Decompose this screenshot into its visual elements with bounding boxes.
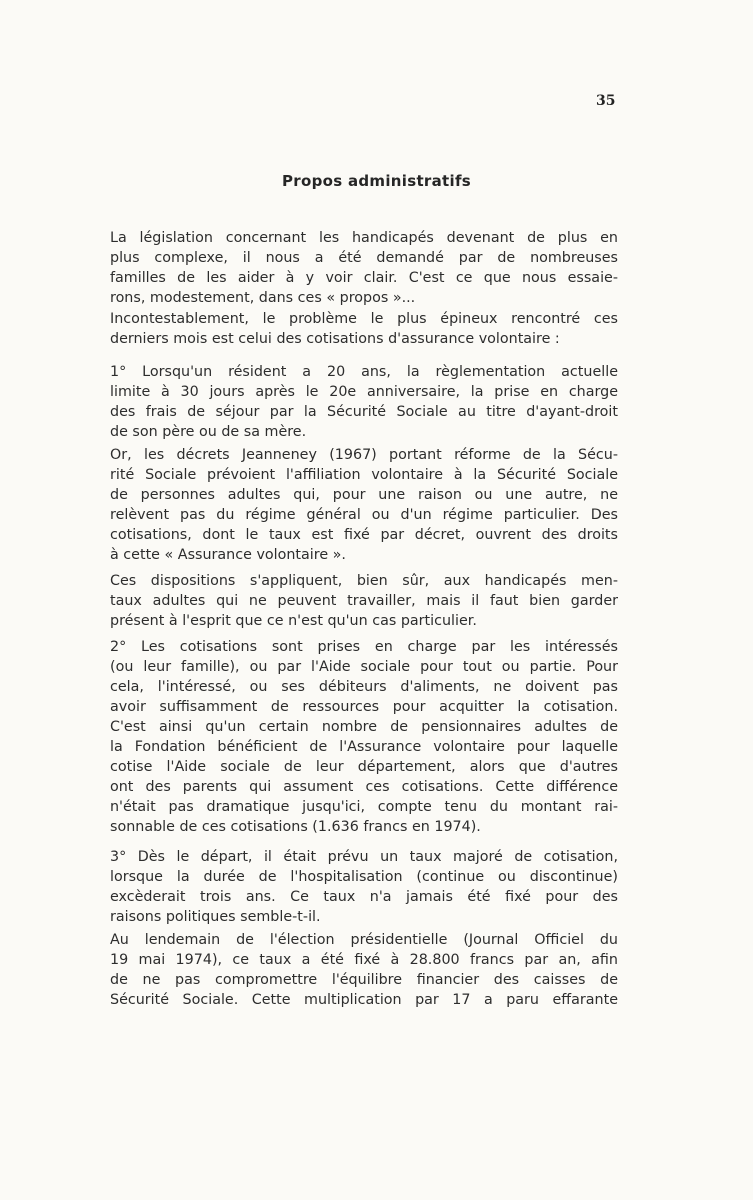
- text-line: 19 mai 1974), ce taux a été fixé à 28.800 francs par an, afin: [110, 952, 618, 968]
- text-line: La législation concernant les handicapés devenant de plus en: [110, 230, 618, 246]
- paragraph-1: [110, 228, 618, 308]
- text-line: n'était pas dramatique jusqu'ici, compte tenu du montant rai-: [110, 799, 618, 815]
- paragraph-7: [110, 847, 618, 927]
- text-line: cotisations, dont le taux est fixé par décret, ouvrent des droits: [110, 527, 618, 543]
- text-line: Or, les décrets Jeanneney (1967) portant réforme de la Sécu-: [110, 447, 618, 463]
- paragraph-2: [110, 309, 618, 349]
- text-line: des frais de séjour par la Sécurité Sociale au titre d'ayant-droit: [110, 404, 618, 420]
- page-title: Propos administratifs: [281, 172, 472, 190]
- text-line: lorsque la durée de l'hospitalisation (continue ou discontinue): [110, 869, 618, 885]
- text-line: la Fondation bénéficient de l'Assurance volontaire pour laquelle: [110, 739, 618, 755]
- text-line: Au lendemain de l'élection présidentielle (Journal Officiel du: [110, 932, 618, 948]
- paragraph-3: [110, 362, 618, 442]
- text-line: Ces dispositions s'appliquent, bien sûr, aux handicapés men-: [110, 573, 618, 589]
- text-line: relèvent pas du régime général ou d'un régime particulier. Des: [110, 507, 618, 523]
- text-line: de personnes adultes qui, pour une raison ou une autre, ne: [110, 487, 618, 503]
- text-line: de ne pas compromettre l'équilibre financier des caisses de: [110, 972, 618, 988]
- paragraph-6: [110, 637, 618, 837]
- text-line: sonnable de ces cotisations (1.636 francs en 1974).: [110, 819, 481, 835]
- text-line: Sécurité Sociale. Cette multiplication par 17 a paru effarante: [110, 992, 618, 1008]
- text-line: (ou leur famille), ou par l'Aide sociale pour tout ou partie. Pour: [110, 659, 618, 675]
- text-line: plus complexe, il nous a été demandé par de nombreuses: [110, 250, 618, 266]
- text-line: cotise l'Aide sociale de leur département, alors que d'autres: [110, 759, 618, 775]
- text-line: 2° Les cotisations sont prises en charge par les intéressés: [110, 639, 618, 655]
- paragraph-4: [110, 445, 618, 565]
- text-line: familles de les aider à y voir clair. C'est ce que nous essaie-: [110, 270, 618, 286]
- text-line: de son père ou de sa mère.: [110, 424, 307, 440]
- text-line: rité Sociale prévoient l'affiliation volontaire à la Sécurité Sociale: [110, 467, 618, 483]
- text-line: 3° Dès le départ, il était prévu un taux majoré de cotisation,: [110, 849, 618, 865]
- text-line: ont des parents qui assument ces cotisations. Cette différence: [110, 779, 618, 795]
- text-line: raisons politiques semble-t-il.: [110, 909, 321, 925]
- paragraph-5: [110, 571, 618, 631]
- text-line: C'est ainsi qu'un certain nombre de pensionnaires adultes de: [110, 719, 618, 735]
- text-line: avoir suffisamment de ressources pour acquitter la cotisation.: [110, 699, 618, 715]
- paragraph-8: [110, 930, 618, 1010]
- text-line: cela, l'intéressé, ou ses débiteurs d'aliments, ne doivent pas: [110, 679, 618, 695]
- text-line: présent à l'esprit que ce n'est qu'un cas particulier.: [110, 613, 477, 629]
- text-line: excèderait trois ans. Ce taux n'a jamais été fixé pour des: [110, 889, 618, 905]
- text-line: rons, modestement, dans ces « propos »...: [110, 290, 416, 306]
- text-line: Incontestablement, le problème le plus épineux rencontré ces: [110, 311, 618, 327]
- page-number: 35: [596, 93, 616, 109]
- text-line: limite à 30 jours après le 20e anniversaire, la prise en charge: [110, 384, 618, 400]
- text-line: derniers mois est celui des cotisations d'assurance volontaire :: [110, 331, 560, 347]
- text-line: à cette « Assurance volontaire ».: [110, 547, 346, 563]
- text-line: taux adultes qui ne peuvent travailler, mais il faut bien garder: [110, 593, 618, 609]
- text-line: 1° Lorsqu'un résident a 20 ans, la règlementation actuelle: [110, 364, 618, 380]
